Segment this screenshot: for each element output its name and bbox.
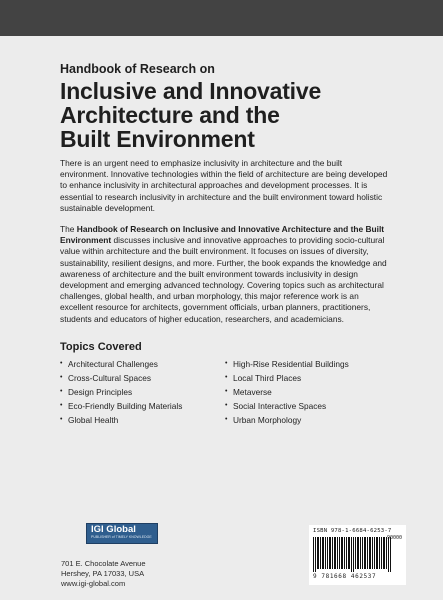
publisher-block: [61, 523, 201, 589]
barcode-bars-icon: [313, 537, 401, 572]
topic-label: Cross-Cultural Spaces: [68, 372, 151, 383]
description-paragraph: [60, 224, 390, 325]
cover-content: [60, 62, 390, 427]
logo-text: IGI Global: [91, 524, 136, 535]
barcode-box: [309, 525, 406, 585]
topics-heading: Topics Covered: [60, 340, 142, 353]
title-line: Inclusive and Innovative: [60, 78, 322, 104]
bullet-icon: •: [60, 373, 63, 381]
bullet-icon: •: [225, 387, 228, 395]
topic-item: [225, 399, 390, 413]
bullet-icon: •: [60, 401, 63, 409]
bullet-icon: •: [225, 401, 228, 409]
book-title: [60, 79, 390, 151]
topic-label: Design Principles: [68, 386, 133, 397]
isbn-text: ISBN 978-1-6684-6253-7: [313, 528, 392, 534]
igi-global-logo: [86, 523, 158, 544]
topic-item: [225, 357, 390, 371]
topic-item: [225, 385, 390, 399]
topic-item: [225, 371, 390, 385]
bullet-icon: •: [225, 415, 228, 423]
topic-item: [60, 385, 225, 399]
topics-list: [60, 357, 390, 427]
topic-item: [225, 413, 390, 427]
intro-paragraph: There is an urgent need to emphasize inclusivity in architecture and the built environment. Innovative technologies within the field of architecture are being developed to enhance inclusivity in architectural approaches and development processes. It is essential to research inclusivity in architecture and the built environment toward holistic sustainable development.: [60, 158, 388, 213]
topic-label: Global Health: [68, 414, 119, 425]
topic-item: [60, 371, 225, 385]
publisher-address: [61, 559, 201, 589]
description-bold-title: Handbook of Research on Inclusive and Innovative Architecture and the Built Environment: [60, 224, 385, 246]
publisher-website: www.igi-global.com: [61, 579, 126, 588]
topics-column-left: [60, 357, 225, 427]
topics-column-right: [225, 357, 390, 427]
bullet-icon: •: [225, 373, 228, 381]
topic-item: [60, 413, 225, 427]
bullet-icon: •: [60, 359, 63, 367]
topic-label: Architectural Challenges: [68, 358, 158, 369]
topic-item: [60, 399, 225, 413]
topic-label: Local Third Places: [233, 372, 302, 383]
topic-label: Social Interactive Spaces: [233, 400, 327, 411]
topic-label: Eco-Friendly Building Materials: [68, 400, 183, 411]
description-body: discusses inclusive and innovative approaches to providing socio-cultural value within architecture and the built environment. It focuses on issues of diversity, sustainability, resilient designs, and more. Further, the book expands the knowledge and awareness of architecture and the built environment towards inclusivity in design development and emerging advanced technology. Covering topics such as architectural challenges, global health, and urban morphology, this major reference work is an excellent resource for architects, government officials, urban planners, practitioners, students and educators of higher education, researchers, and academicians.: [60, 235, 387, 324]
description-lead: The: [60, 224, 77, 235]
top-color-band: [0, 0, 443, 36]
topic-label: Metaverse: [233, 386, 272, 397]
bullet-icon: •: [225, 359, 228, 367]
address-line: 701 E. Chocolate Avenue: [61, 559, 146, 568]
book-subtitle: Handbook of Research on: [60, 62, 215, 76]
logo-tagline: PUBLISHER of TIMELY KNOWLEDGE: [91, 535, 152, 539]
topic-item: [60, 357, 225, 371]
price-code: 90000: [386, 535, 402, 541]
bullet-icon: •: [60, 387, 63, 395]
address-line: Hershey, PA 17033, USA: [61, 569, 145, 578]
barcode-number: 9 781668 462537: [313, 573, 377, 580]
topic-label: Urban Morphology: [233, 414, 302, 425]
bullet-icon: •: [60, 415, 63, 423]
title-line: Architecture and the: [60, 102, 280, 128]
title-line: Built Environment: [60, 126, 255, 152]
topic-label: High-Rise Residential Buildings: [233, 358, 349, 369]
